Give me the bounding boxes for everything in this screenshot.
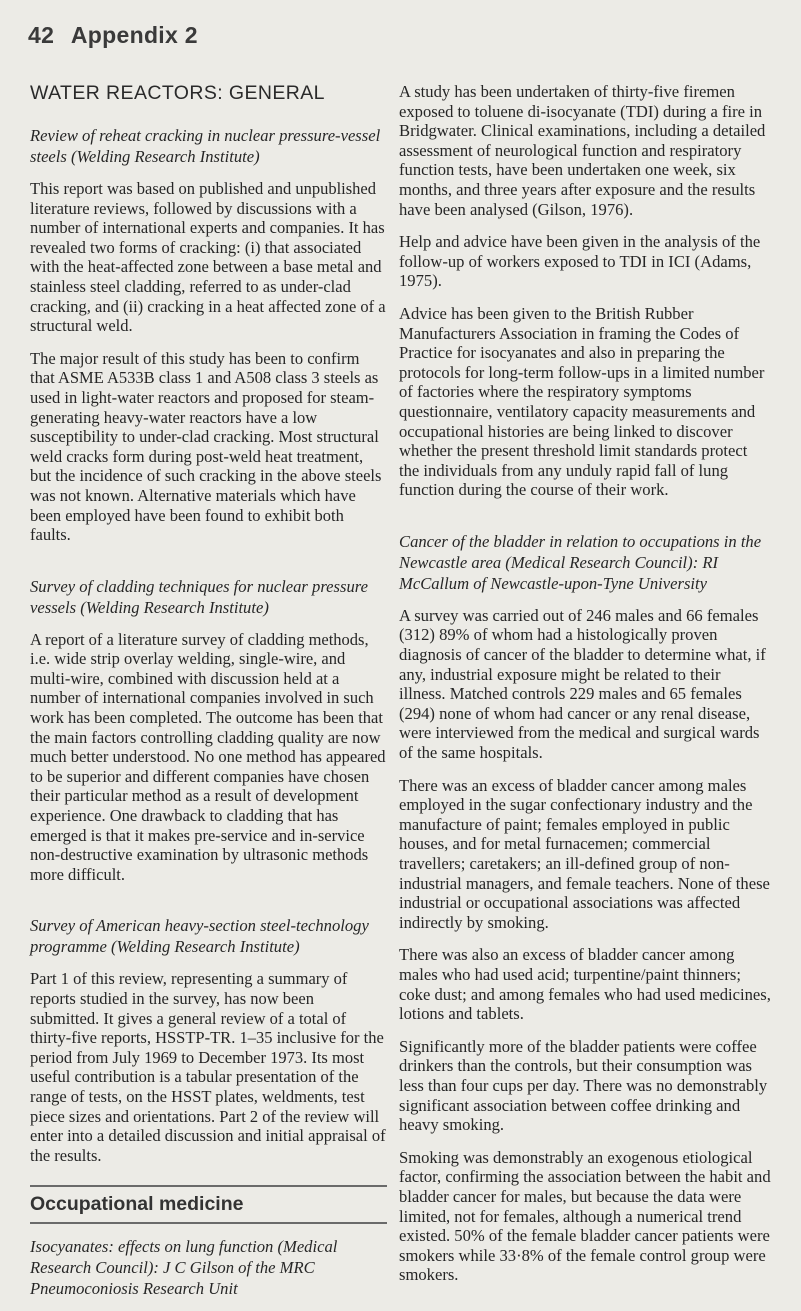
article-paragraph: The major result of this study has been to confirm that ASME A533B class 1 and A508 class 3 steels as used in light-water reactors and proposed for steam-generating heavy-water reactors have a low susceptibility to under-clad cracking. Most structural weld cracks form during post-weld heat treatment, but the incidence of such cracking in the above steels was not known. Alternative materials which have been employed have been found to exhibit both faults. [30,348,382,545]
article-paragraph: This report was based on published and unpublished literature reviews, followed by discussions with a number of international experts and companies. It has revealed two forms of cracking: (i) that associated with the heat-affected zone between a base metal and stainless steel cladding, referred to as under-clad cracking, and (ii) cracking in a heat affected zone of a structural weld. [30,179,386,336]
article-paragraph: Advice has been given to the British Rubber Manufacturers Association in framing the Codes of Practice for isocyanates and also in preparing the protocols for long-term follow-ups in a limited number of factories where the respiratory symptoms questionnaire, ventilatory capacity measurements and occupational histories are being linked to discover whether the present threshold limit standards protect the individuals from any unduly rapid fall of lung function during the course of their work. [399,303,765,500]
article-title: Isocyanates: effects on lung function (Medical Research Council): J C Gilson of the MRC Pneumoconiosis Research Unit [30,1237,338,1299]
article-paragraph: Significantly more of the bladder patients were coffee drinkers than the controls, but their consumption was less than four cups per day. There was no demonstrably significant association between coffee drinking and heavy smoking. [399,1036,768,1135]
right-column [399,82,771,1298]
article-paragraph: A report of a literature survey of cladding methods, i.e. wide strip overlay welding, single-wire, and multi-wire, combined with discussion held at a number of international companies involved in such work has been completed. The outcome has been that the main factors controlling cladding quality are now much better understood. No one method has appeared to be superior and different companies have chosen their particular method as a result of development experience. One drawback to cladding that has emerged is that it makes pre-service and in-service non-destructive examination by ultrasonic methods more difficult. [30,629,386,884]
article-paragraph: A survey was carried out of 246 males and 66 females (312) 89% of whom had a histologically proven diagnosis of cancer of the bladder to determine what, if any, industrial exposure might be related to their illness. Matched controls 229 males and 65 females (294) none of whom had cancer or any renal disease, were interviewed from the medical and surgical wards of the same hospitals. [399,605,766,763]
section-title: WATER REACTORS: GENERAL [30,82,325,104]
page-number: 42 [28,22,55,48]
occupational-title: Occupational medicine [30,1193,244,1216]
article-paragraph: There was an excess of bladder cancer among males employed in the sugar confectionary industry and the manufacture of paint; females employed in public houses, and for metal furnacemen; commercial travellers; caretakers; an ill-defined group of non-industrial managers, and female teachers. None of these industrial or occupational associations was affected indirectly by smoking. [399,775,770,932]
article-title: Review of reheat cracking in nuclear pressure-vessel steels (Welding Research Institute) [30,126,381,166]
left-column [30,82,387,1311]
occupational-medicine-heading [30,1185,387,1224]
article-paragraph: There was also an excess of bladder cancer among males who had used acid; turpentine/paint thinners; coke dust; and among females who had used medicines, lotions and tablets. [399,945,771,1024]
appendix-label: Appendix 2 [70,22,198,48]
article-title: Survey of cladding techniques for nuclear pressure vessels (Welding Research Institute) [30,576,368,617]
article-paragraph: Smoking was demonstrably an exogenous etiological factor, confirming the association between the habit and bladder cancer for males, but because the data were limited, not for females, although a numerical trend existed. 50% of the female bladder cancer patients were smokers while 33·8% of the female control group were smokers. [399,1147,771,1285]
article-paragraph: A study has been undertaken of thirty-five firemen exposed to toluene di-isocyanate (TDI) during a fire in Bridgwater. Clinical examinations, including a detailed assessment of neurological function and respiratory function tests, have been undertaken one week, six months, and three years after exposure and the results have been analysed (Gilson, 1976). [399,82,766,219]
article-title: Survey of American heavy-section steel-technology programme (Welding Research Institute) [30,916,369,957]
article-paragraph: Help and advice have been given in the analysis of the follow-up of workers exposed to TDI in ICI (Adams, 1975). [399,232,761,291]
article-paragraph: Part 1 of this review, representing a summary of reports studied in the survey, has now been submitted. It gives a general review of a total of thirty-five reports, HSSTP-TR. 1–35 inclusive for the period from July 1969 to December 1973. Its most useful contribution is a tabular presentation of the range of tests, on the HSST plates, weldments, test piece sizes and orientations. Part 2 of the review will enter into a detailed discussion and initial appraisal of the results. [30,969,386,1165]
article-title: Cancer of the bladder in relation to occupations in the Newcastle area (Medical Research Council): RI McCallum of Newcastle-upon-Tyne University [399,531,762,593]
page-header [28,22,198,49]
